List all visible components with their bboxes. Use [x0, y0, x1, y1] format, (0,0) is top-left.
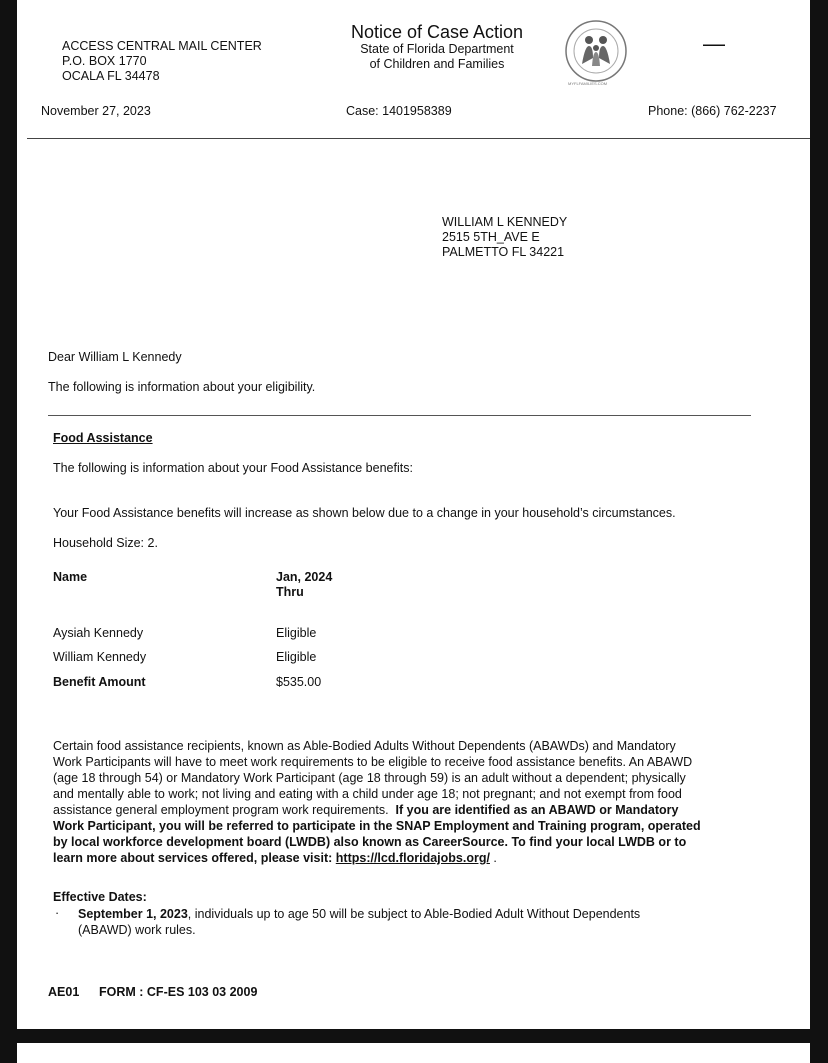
period-line-2: Thru — [276, 585, 304, 599]
bullet-icon: · — [55, 906, 60, 920]
next-page-edge — [17, 1043, 810, 1063]
sender-line-1: ACCESS CENTRAL MAIL CENTER — [62, 39, 262, 53]
table-row-value: Eligible — [276, 650, 317, 664]
dcf-seal-icon — [560, 18, 632, 90]
table-header-name: Name — [53, 570, 88, 584]
table-row-value: Eligible — [276, 626, 317, 640]
benefit-change-text: Your Food Assistance benefits will increase as shown below due to a change in your household’s circumstances. — [53, 506, 676, 520]
notice-date: November 27, 2023 — [41, 104, 151, 118]
recipient-line-3: PALMETTO FL 34221 — [442, 245, 565, 259]
effective-date: September 1, 2023 — [78, 907, 188, 921]
effective-item — [78, 906, 678, 938]
effective-text: , individuals up to age 50 will be subject to Able-Bodied Adult Without Dependents (ABAWD) work rules. — [78, 907, 641, 937]
link-suffix: . — [489, 851, 497, 865]
greeting: Dear William L Kennedy — [48, 350, 182, 364]
footer-form: FORM : CF-ES 103 03 2009 — [99, 985, 258, 999]
effective-heading: Effective Dates: — [53, 890, 147, 904]
footer-code: AE01 — [48, 985, 80, 999]
intro-text: The following is information about your eligibility. — [48, 380, 316, 394]
notice-header — [337, 22, 537, 72]
sender-line-2: P.O. BOX 1770 — [62, 54, 147, 68]
recipient-line-1: WILLIAM L KENNEDY — [442, 215, 568, 229]
period-line-1: Jan, 2024 — [276, 570, 333, 584]
phone-number: Phone: (866) 762-2237 — [648, 104, 777, 118]
dcf-seal-logo — [560, 18, 632, 90]
abawd-paragraph — [53, 738, 703, 866]
section-info: The following is information about your Food Assistance benefits: — [53, 461, 413, 475]
table-row-name: Aysiah Kennedy — [53, 626, 144, 640]
header-dash: — — [703, 31, 725, 56]
section-heading: Food Assistance — [53, 431, 153, 445]
header-divider — [27, 138, 810, 139]
notice-title: Notice of Case Action — [350, 22, 524, 42]
case-number: Case: 1401958389 — [346, 104, 452, 118]
logo-url: MYFLFAMILIES.COM — [568, 81, 608, 86]
abawd-bold-text: If you are identified as an ABAWD or Mandatory Work Participant, you will be referred to participate in the SNAP Employment and Training program, operated by local workforce development board (LWDB) also known as CareerSource. To find your local LWDB or to learn more about services offered, please visit: — [53, 803, 701, 865]
recipient-address — [442, 215, 567, 260]
benefit-amount-value: $535.00 — [276, 675, 322, 689]
notice-subtitle-2: of Children and Families — [369, 57, 505, 71]
lwdb-link[interactable]: https://lcd.floridajobs.org/ — [335, 851, 490, 865]
benefit-amount-label: Benefit Amount — [53, 675, 146, 689]
sender-address — [62, 39, 262, 84]
table-header-period — [276, 570, 332, 600]
section-divider — [48, 415, 751, 416]
notice-page — [17, 0, 810, 1029]
table-row-name: William Kennedy — [53, 650, 147, 664]
household-size: Household Size: 2. — [53, 536, 158, 550]
notice-subtitle-1: State of Florida Department — [360, 42, 514, 56]
recipient-line-2: 2515 5TH_AVE E — [442, 230, 540, 244]
sender-line-3: OCALA FL 34478 — [62, 69, 160, 83]
abawd-text: Certain food assistance recipients, known as Able-Bodied Adults Without Dependents (ABAWDs) and Mandatory Work Participants will have to meet work requirements to be eligible to receive food assistance benefits. An ABAWD (age 18 through 54) or Mandatory Work Participant (age 18 through 59) is an adult without a dependent; physically and mentally able to work; not living and eating with a child under age 18; not pregnant; and not exempt from food assistance general employment program work requirements. — [53, 739, 693, 817]
